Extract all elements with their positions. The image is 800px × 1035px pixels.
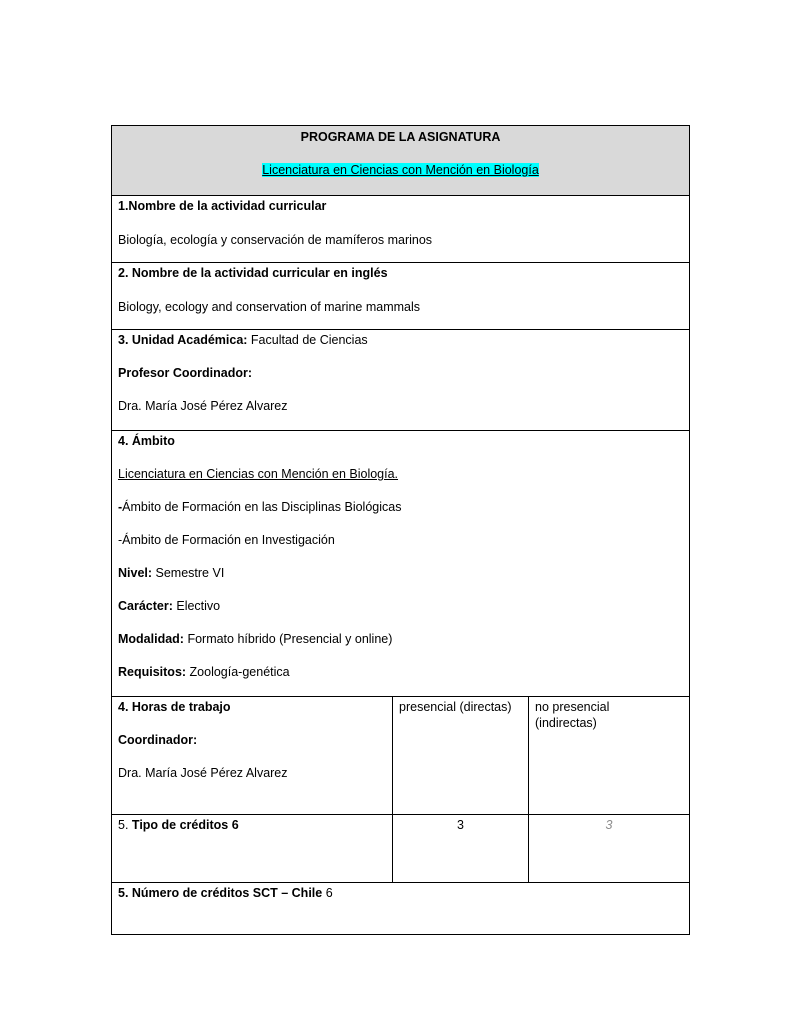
horas-cell <box>112 697 393 815</box>
no-presencial-header: no presencial (indirectas) <box>535 700 610 730</box>
caracter-label: Carácter: <box>118 599 173 613</box>
program-title: PROGRAMA DE LA ASIGNATURA <box>300 130 501 144</box>
creditos-presencial-cell <box>393 815 529 883</box>
horas-coordinator-value: Dra. María José Pérez Alvarez <box>118 766 288 780</box>
section-2-label: 2. Nombre de la actividad curricular en inglés <box>118 266 388 280</box>
section-1-cell <box>112 196 690 263</box>
section-2-cell <box>112 263 690 330</box>
program-subtitle: Licenciatura en Ciencias con Mención en Biología <box>262 163 539 177</box>
requisitos-label: Requisitos: <box>118 665 187 679</box>
sct-label: 5. Número de créditos SCT – Chile <box>118 886 323 900</box>
section-2-value: Biology, ecology and conservation of marine mammals <box>118 300 420 314</box>
section-3-cell <box>112 330 690 431</box>
coordinator-value: Dra. María José Pérez Alvarez <box>118 399 288 413</box>
coordinator-label: Profesor Coordinador: <box>118 366 253 380</box>
section-1-label: 1.Nombre de la actividad curricular <box>118 199 327 213</box>
requisitos-value: Zoología-genética <box>186 665 290 679</box>
ambito-2-text: -Ámbito de Formación en Investigación <box>118 533 335 547</box>
nivel-value: Semestre VI <box>152 566 225 580</box>
program-table <box>111 125 690 935</box>
header-cell <box>112 126 690 196</box>
ambito-1-dash: - <box>118 500 123 514</box>
creditos-label: Tipo de créditos 6 <box>131 818 239 832</box>
unit-value: Facultad de Ciencias <box>247 333 368 347</box>
ambito-program: Licenciatura en Ciencias con Mención en Biología. <box>118 467 399 481</box>
creditos-cell <box>112 815 393 883</box>
horas-label: 4. Horas de trabajo <box>118 700 231 714</box>
creditos-no-presencial-cell <box>529 815 690 883</box>
presencial-header-cell <box>393 697 529 815</box>
creditos-no-presencial-value: 3 <box>605 818 613 832</box>
modalidad-label: Modalidad: <box>118 632 184 646</box>
ambito-label: 4. Ámbito <box>118 434 175 448</box>
creditos-presencial-value: 3 <box>457 818 464 832</box>
sct-value: 6 <box>322 886 333 900</box>
section-4-cell <box>112 431 690 697</box>
modalidad-value: Formato híbrido (Presencial y online) <box>183 632 393 646</box>
caracter-value: Electivo <box>172 599 221 613</box>
creditos-prefix: 5. <box>118 818 132 832</box>
no-presencial-header-cell <box>529 697 690 815</box>
horas-coordinator-label: Coordinador: <box>118 733 198 747</box>
ambito-1-text: Ámbito de Formación en las Disciplinas Biológicas <box>122 500 402 514</box>
sct-cell <box>112 883 690 935</box>
section-1-value: Biología, ecología y conservación de mamíferos marinos <box>118 233 433 247</box>
unit-label: 3. Unidad Académica: <box>118 333 248 347</box>
nivel-label: Nivel: <box>118 566 153 580</box>
presencial-header: presencial (directas) <box>399 700 512 714</box>
